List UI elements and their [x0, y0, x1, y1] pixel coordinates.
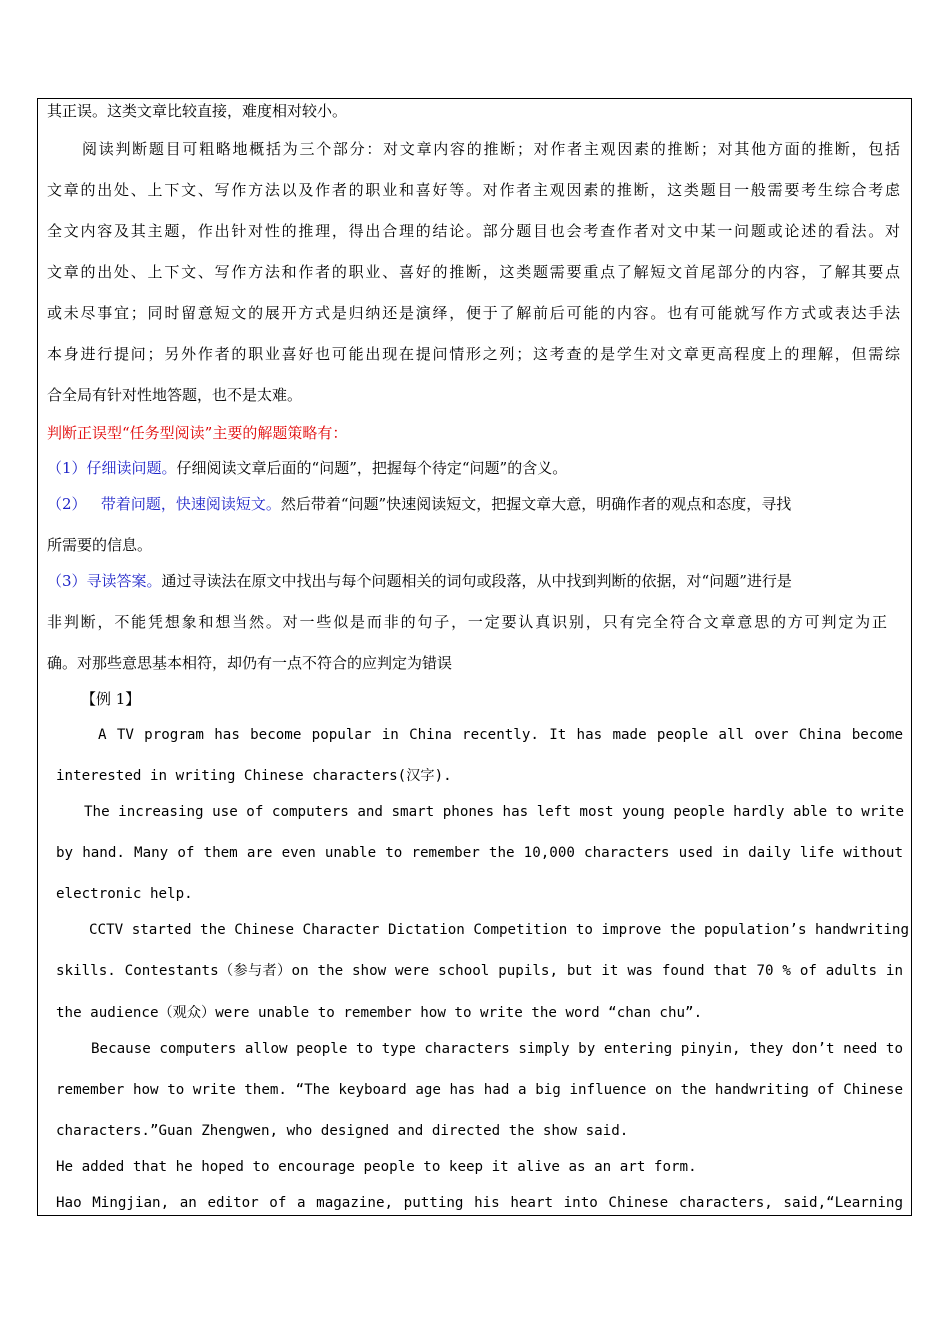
strategy-3-label: （3）寻读答案。 — [47, 572, 162, 590]
example-line-7: skills. Contestants（参与者）on the show were school pupils, but it was found that 70 % of adults in — [56, 963, 903, 979]
strategy-2-label: （2） 带着问题，快速阅读短文。 — [47, 495, 281, 513]
strategy-2 — [47, 494, 791, 514]
para1-line-3: 全文内容及其主题，作出针对性的推理，得出合理的结论。部分题目也会考查作者对文中某一问题或论述的看法。对 — [47, 222, 900, 240]
example-line-2: interested in writing Chinese characters(汉字). — [56, 768, 452, 784]
intro-line: 其正误。这类文章比较直接，难度相对较小。 — [47, 102, 348, 120]
example-line-5: electronic help. — [56, 886, 193, 902]
strategy-heading: 判断正误型“任务型阅读”主要的解题策略有： — [47, 424, 348, 442]
strategy-3-text: 通过寻读法在原文中找出与每个问题相关的词句或段落，从中找到判断的依据，对“问题”进行是 — [161, 572, 792, 590]
para1-line-7: 合全局有针对性地答题，也不是太难。 — [47, 386, 303, 404]
para1-line-1: 阅读判断题目可粗略地概括为三个部分：对文章内容的推断；对作者主观因素的推断；对其他方面的推断，包括 — [82, 140, 900, 158]
example-label: 【例 1】 — [81, 690, 141, 708]
example-line-9: Because computers allow people to type characters simply by entering pinyin, they don’t need to — [91, 1041, 903, 1057]
strategy-1-label: （1）仔细读问题。 — [47, 459, 177, 477]
example-line-6: CCTV started the Chinese Character Dictation Competition to improve the population’s handwriting — [89, 922, 909, 938]
example-line-11: characters.”Guan Zhengwen, who designed and directed the show said. — [56, 1123, 629, 1139]
example-line-4: by hand. Many of them are even unable to remember the 10,000 characters used in daily life without — [56, 845, 903, 861]
strategy-3 — [47, 571, 792, 591]
strategy-3-line-2: 非判断，不能凭想象和想当然。对一些似是而非的句子，一定要认真识别，只有完全符合文章意思的方可判定为正 — [47, 613, 887, 631]
para1-line-2: 文章的出处、上下文、写作方法以及作者的职业和喜好等。对作者主观因素的推断，这类题目一般需要考生综合考虑 — [47, 181, 900, 199]
example-line-12: He added that he hoped to encourage people to keep it alive as an art form. — [56, 1159, 697, 1175]
example-line-10: remember how to write them. “The keyboard age has had a big influence on the handwriting of Chinese — [56, 1082, 903, 1098]
strategy-2-line-2: 所需要的信息。 — [47, 536, 153, 554]
strategy-1 — [47, 458, 567, 478]
para1-line-5: 或未尽事宜；同时留意短文的展开方式是归纳还是演绎，便于了解前后可能的内容。也有可能就写作方式或表达手法 — [47, 304, 900, 322]
para1-line-4: 文章的出处、上下文、写作方法和作者的职业、喜好的推断，这类题需要重点了解短文首尾部分的内容，了解其要点 — [47, 263, 900, 281]
example-line-1: A TV program has become popular in China recently. It has made people all over China become — [98, 727, 903, 743]
strategy-2-text: 然后带着“问题”快速阅读短文，把握文章大意，明确作者的观点和态度，寻找 — [280, 495, 792, 513]
strategy-3-line-3: 确。对那些意思基本相符，却仍有一点不符合的应判定为错误 — [47, 654, 453, 672]
strategy-1-text: 仔细阅读文章后面的“问题”，把握每个待定“问题”的含义。 — [176, 459, 568, 477]
example-line-3: The increasing use of computers and smart phones has left most young people hardly able to write — [84, 804, 904, 820]
example-line-8: the audience（观众）were unable to remember how to write the word “chan chu”. — [56, 1005, 703, 1021]
example-line-13: Hao Mingjian, an editor of a magazine, putting his heart into Chinese characters, said,“Learning — [56, 1195, 903, 1211]
para1-line-6: 本身进行提问；另外作者的职业喜好也可能出现在提问情形之列；这考查的是学生对文章更高程度上的理解，但需综 — [47, 345, 900, 363]
